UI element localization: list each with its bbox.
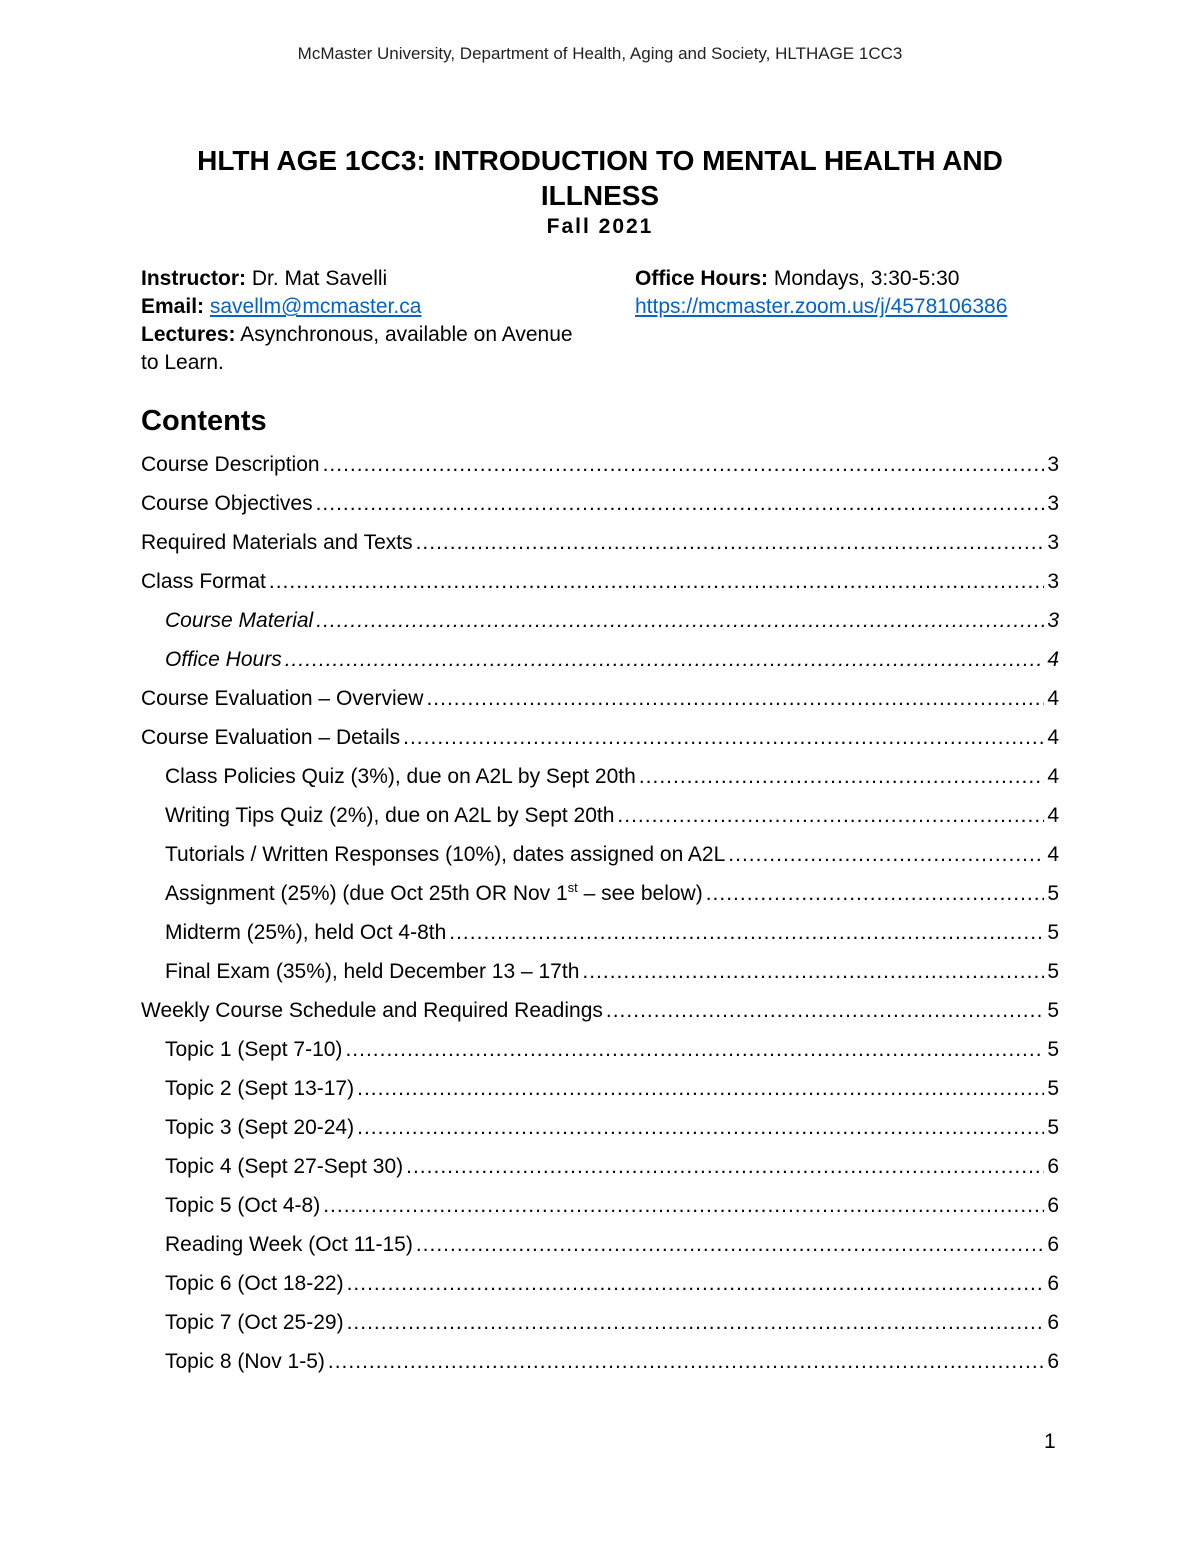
instructor-line [141, 265, 581, 293]
toc-entry-label-end: – see below) [577, 882, 703, 905]
toc-entry-label: Topic 5 (Oct 4-8) [165, 1194, 321, 1217]
toc-entry-label: Topic 6 (Oct 18-22) [165, 1272, 344, 1295]
toc-entry[interactable] [141, 718, 1059, 757]
toc-page-number: 5 [1047, 921, 1059, 944]
toc-page-number: 6 [1047, 1272, 1059, 1295]
toc-entry-label: Class Format [141, 570, 266, 593]
toc-entry[interactable] [141, 562, 1059, 601]
toc-dot-leader [357, 1069, 1044, 1108]
toc-entry-label: Final Exam (35%), held December 13 – 17th [165, 960, 580, 983]
toc-entry[interactable] [141, 952, 1059, 991]
toc-entry-label: Class Policies Quiz (3%), due on A2L by Sept 20th [165, 765, 636, 788]
lectures-value: Asynchronous, available on Avenue to Learn. [141, 323, 573, 374]
toc-page-number: 4 [1047, 726, 1059, 749]
toc-page-number: 3 [1047, 531, 1059, 554]
toc-dot-leader [345, 1030, 1044, 1069]
toc-entry-label: Office Hours [165, 648, 282, 671]
toc-entry-label: Course Objectives [141, 492, 313, 515]
title-line-1: HLTH AGE 1CC3: INTRODUCTION TO MENTAL HEALTH AND [197, 145, 1003, 176]
toc-entry-label: Weekly Course Schedule and Required Readings [141, 999, 603, 1022]
toc-dot-leader [449, 913, 1044, 952]
toc-entry[interactable] [141, 1342, 1059, 1381]
toc-entry-label-superscript: st [567, 880, 578, 895]
instructor-value: Dr. Mat Savelli [246, 267, 388, 290]
toc-page-number: 6 [1047, 1350, 1059, 1373]
office-hours-label: Office Hours: [635, 267, 769, 290]
toc-entry[interactable] [141, 1264, 1059, 1303]
contents-heading: Contents [141, 405, 267, 437]
toc-dot-leader [426, 679, 1044, 718]
toc-page-number: 4 [1047, 804, 1059, 827]
toc-entry-label: Topic 1 (Sept 7-10) [165, 1038, 343, 1061]
zoom-line [635, 293, 1075, 321]
toc-dot-leader [582, 952, 1044, 991]
toc-dot-leader [323, 445, 1045, 484]
toc-page-number: 5 [1047, 1077, 1059, 1100]
toc-dot-leader [606, 991, 1044, 1030]
toc-page-number: 4 [1047, 687, 1059, 710]
toc-entry[interactable] [141, 679, 1059, 718]
toc-dot-leader [706, 874, 1045, 913]
page-number: 1 [1044, 1430, 1056, 1453]
toc-entry[interactable] [141, 640, 1059, 679]
toc-entry[interactable] [141, 913, 1059, 952]
toc-entry[interactable] [141, 757, 1059, 796]
running-header: McMaster University, Department of Health, Aging and Society, HLTHAGE 1CC3 [297, 44, 903, 63]
toc-entry-label: Reading Week (Oct 11-15) [165, 1233, 413, 1256]
toc-dot-leader [316, 601, 1044, 640]
toc-entry-label: Topic 7 (Oct 25-29) [165, 1311, 344, 1334]
toc-dot-leader [403, 718, 1044, 757]
toc-dot-leader [328, 1342, 1044, 1381]
office-hours-info [635, 265, 1075, 321]
toc-dot-leader [269, 562, 1044, 601]
toc-page-number: 5 [1047, 960, 1059, 983]
toc-entry-label: Topic 3 (Sept 20-24) [165, 1116, 355, 1139]
lectures-line [141, 321, 581, 377]
toc-entry-label: Course Material [165, 609, 314, 632]
toc-entry[interactable] [141, 1147, 1059, 1186]
toc-entry-label: Topic 4 (Sept 27-Sept 30) [165, 1155, 404, 1178]
document-title [140, 143, 1060, 213]
toc-dot-leader [323, 1186, 1044, 1225]
toc-entry[interactable] [141, 1030, 1059, 1069]
toc-page-number: 3 [1047, 570, 1059, 593]
toc-dot-leader [316, 484, 1045, 523]
toc-dot-leader [285, 640, 1045, 679]
email-line [141, 293, 581, 321]
toc-dot-leader [416, 523, 1045, 562]
toc-page-number: 5 [1047, 999, 1059, 1022]
email-label: Email: [141, 295, 205, 318]
toc-page-number: 6 [1047, 1155, 1059, 1178]
toc-entry-label: Midterm (25%), held Oct 4-8th [165, 921, 447, 944]
toc-page-number: 4 [1047, 648, 1059, 671]
toc-page-number: 6 [1047, 1233, 1059, 1256]
toc-entry[interactable] [141, 601, 1059, 640]
instructor-label: Instructor: [141, 267, 246, 290]
toc-entry-label: Course Evaluation – Details [141, 726, 401, 749]
toc-entry[interactable] [141, 991, 1059, 1030]
toc-entry-label: Writing Tips Quiz (2%), due on A2L by Sept 20th [165, 804, 615, 827]
toc-entry[interactable] [141, 1225, 1059, 1264]
toc-page-number: 4 [1047, 765, 1059, 788]
toc-entry[interactable] [141, 1108, 1059, 1147]
toc-page-number: 5 [1047, 1038, 1059, 1061]
toc-page-number: 3 [1047, 453, 1059, 476]
toc-entry-label-start: Assignment (25%) (due Oct 25th OR Nov 1 [165, 882, 568, 905]
office-hours-line [635, 265, 1075, 293]
toc-entry[interactable] [141, 445, 1059, 484]
email-link[interactable]: savellm@mcmaster.ca [209, 295, 422, 318]
toc-entry-label: Topic 8 (Nov 1-5) [165, 1350, 325, 1373]
toc-entry[interactable] [141, 1303, 1059, 1342]
toc-dot-leader [639, 757, 1045, 796]
office-hours-value: Mondays, 3:30-5:30 [768, 267, 960, 290]
term: Fall 2021 [546, 215, 654, 238]
toc-entry-label [165, 874, 703, 913]
toc-entry-label: Course Evaluation – Overview [141, 687, 424, 710]
toc-entry[interactable] [141, 874, 1059, 913]
toc-page-number: 5 [1047, 1116, 1059, 1139]
toc-entry-label: Course Description [141, 453, 320, 476]
table-of-contents [141, 445, 1059, 1381]
toc-entry-label: Topic 2 (Sept 13-17) [165, 1077, 355, 1100]
instructor-info [141, 265, 581, 377]
toc-dot-leader [416, 1225, 1044, 1264]
toc-page-number: 3 [1047, 609, 1059, 632]
toc-entry[interactable] [141, 835, 1059, 874]
toc-entry[interactable] [141, 523, 1059, 562]
toc-page-number: 5 [1047, 882, 1059, 905]
toc-dot-leader [406, 1147, 1044, 1186]
toc-dot-leader [347, 1303, 1045, 1342]
toc-entry-label: Tutorials / Written Responses (10%), dates assigned on A2L [165, 843, 726, 866]
title-line-2: ILLNESS [540, 180, 660, 211]
toc-page-number: 6 [1047, 1194, 1059, 1217]
toc-dot-leader [347, 1264, 1045, 1303]
toc-entry[interactable] [141, 1069, 1059, 1108]
lectures-label: Lectures: [141, 323, 236, 346]
toc-dot-leader [728, 835, 1044, 874]
toc-entry-label: Required Materials and Texts [141, 531, 413, 554]
toc-entry[interactable] [141, 1186, 1059, 1225]
toc-dot-leader [357, 1108, 1044, 1147]
toc-dot-leader [617, 796, 1044, 835]
toc-page-number: 6 [1047, 1311, 1059, 1334]
toc-entry[interactable] [141, 484, 1059, 523]
zoom-link[interactable]: https://mcmaster.zoom.us/j/4578106386 [635, 295, 1008, 318]
toc-page-number: 4 [1047, 843, 1059, 866]
toc-entry[interactable] [141, 796, 1059, 835]
toc-page-number: 3 [1047, 492, 1059, 515]
